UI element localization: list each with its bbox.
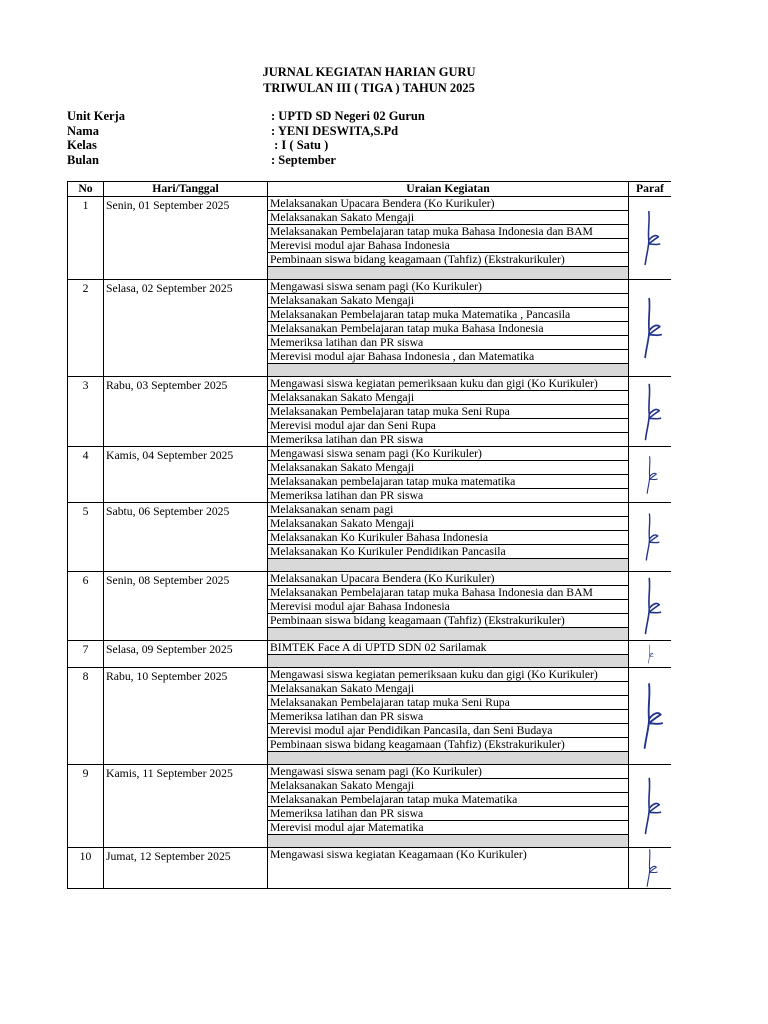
entry-date: Rabu, 10 September 2025 [104,668,268,765]
activity-description: Melaksanakan Pembelajaran tatap muka Bahasa Indonesia dan BAM [268,586,629,600]
activity-description: Melaksanakan Sakato Mengaji [268,294,629,308]
activity-description: Memeriksa latihan dan PR siswa [268,433,629,447]
activity-description: Merevisi modul ajar Bahasa Indonesia , dan Matematika [268,350,629,364]
info-value: : I ( Satu ) [271,138,329,152]
entry-number: 6 [68,572,104,641]
table-row [68,848,672,889]
info-value: : UPTD SD Negeri 02 Gurun [271,109,425,123]
signature-cell [629,280,672,377]
table-header-row [68,182,672,197]
activity-description: Pembinaan siswa bidang keagamaan (Tahfiz) (Ekstrakurikuler) [268,253,629,267]
activity-description: Merevisi modul ajar Bahasa Indonesia [268,239,629,253]
table-row [68,765,672,779]
activity-description: Merevisi modul ajar Matematika [268,821,629,835]
info-label: Kelas [67,138,97,152]
entry-date: Senin, 01 September 2025 [104,197,268,280]
signature-mark [638,382,663,442]
spacer-cell [268,835,629,848]
entry-number: 5 [68,503,104,572]
signature-mark [637,296,664,360]
activity-description: Melaksanakan Upacara Bendera (Ko Kurikuler) [268,197,629,211]
spacer-cell [268,655,629,668]
activity-description: Melaksanakan Sakato Mengaji [268,391,629,405]
activity-description: Melaksanakan Sakato Mengaji [268,461,629,475]
activity-description: BIMTEK Face A di UPTD SDN 02 Sarilamak [268,641,629,655]
signature-cell [629,503,672,572]
activity-description: Melaksanakan Ko Kurikuler Pendidikan Pancasila [268,545,629,559]
column-header-uraian-kegiatan: Uraian Kegiatan [268,182,629,197]
column-header-paraf: Paraf [629,182,672,197]
spacer-cell [268,364,629,377]
activity-description: Merevisi modul ajar Bahasa Indonesia [268,600,629,614]
info-label: Unit Kerja [67,109,125,123]
activity-description: Melaksanakan Pembelajaran tatap muka Seni Rupa [268,405,629,419]
entry-number: 10 [68,848,104,889]
activity-description: Melaksanakan Sakato Mengaji [268,211,629,225]
activity-description: Mengawasi siswa kegiatan pemeriksaan kuku dan gigi (Ko Kurikuler) [268,377,629,391]
entry-number: 2 [68,280,104,377]
entry-date: Selasa, 09 September 2025 [104,641,268,668]
signature-cell [629,447,672,503]
entry-date: Kamis, 11 September 2025 [104,765,268,848]
entry-number: 1 [68,197,104,280]
table-row [68,280,672,294]
signature-mark [645,644,655,664]
signature-cell [629,377,672,447]
signature-cell [629,641,672,668]
signature-cell [629,197,672,280]
entry-date: Sabtu, 06 September 2025 [104,503,268,572]
activity-description: Melaksanakan Pembelajaran tatap muka Matematika , Pancasila [268,308,629,322]
table-row [68,447,672,461]
activity-description: Pembinaan siswa bidang keagamaan (Tahfiz) (Ekstrakurikuler) [268,738,629,752]
document-title: JURNAL KEGIATAN HARIAN GURU [262,65,476,79]
signature-mark [642,455,659,495]
journal-table [67,181,671,889]
table-row [68,641,672,655]
activity-description: Merevisi modul ajar dan Seni Rupa [268,419,629,433]
activity-description: Melaksanakan Pembelajaran tatap muka Bahasa Indonesia [268,322,629,336]
signature-mark [636,681,665,751]
info-value: : YENI DESWITA,S.Pd [271,124,399,138]
spacer-cell [268,752,629,765]
signature-mark [638,576,663,636]
signature-cell [629,668,672,765]
column-header-hari-tanggal: Hari/Tanggal [104,182,268,197]
entry-date: Selasa, 02 September 2025 [104,280,268,377]
activity-description: Pembinaan siswa bidang keagamaan (Tahfiz) (Ekstrakurikuler) [268,614,629,628]
entry-date: Kamis, 04 September 2025 [104,447,268,503]
entry-date: Senin, 08 September 2025 [104,572,268,641]
activity-description: Memeriksa latihan dan PR siswa [268,807,629,821]
entry-number: 3 [68,377,104,447]
signature-cell [629,572,672,641]
activity-description: Melaksanakan Upacara Bendera (Ko Kurikuler) [268,572,629,586]
signature-cell [629,848,672,889]
table-row [68,668,672,682]
spacer-cell [268,628,629,641]
entry-number: 4 [68,447,104,503]
activity-description: Melaksanakan senam pagi [268,503,629,517]
activity-description: Mengawasi siswa kegiatan Keagamaan (Ko Kurikuler) [268,848,629,889]
signature-mark [640,512,661,562]
activity-description: Mengawasi siswa senam pagi (Ko Kurikuler) [268,447,629,461]
spacer-cell [268,559,629,572]
activity-description: Memeriksa latihan dan PR siswa [268,710,629,724]
activity-description: Melaksanakan Sakato Mengaji [268,779,629,793]
activity-description: Melaksanakan Pembelajaran tatap muka Bahasa Indonesia dan BAM [268,225,629,239]
activity-description: Mengawasi siswa senam pagi (Ko Kurikuler) [268,280,629,294]
signature-cell [629,765,672,848]
table-row [68,503,672,517]
activity-description: Melaksanakan Pembelajaran tatap muka Seni Rupa [268,696,629,710]
activity-description: Melaksanakan pembelajaran tatap muka matematika [268,475,629,489]
table-row [68,572,672,586]
spacer-cell [268,267,629,280]
signature-mark [638,776,663,836]
activity-description: Merevisi modul ajar Pendidikan Pancasila, dan Seni Budaya [268,724,629,738]
activity-description: Melaksanakan Sakato Mengaji [268,682,629,696]
entry-date: Jumat, 12 September 2025 [104,848,268,889]
activity-description: Mengawasi siswa senam pagi (Ko Kurikuler) [268,765,629,779]
column-header-no: No [68,182,104,197]
table-row [68,377,672,391]
info-value: : September [271,153,336,167]
activity-description: Melaksanakan Pembelajaran tatap muka Matematika [268,793,629,807]
activity-description: Melaksanakan Sakato Mengaji [268,517,629,531]
activity-description: Melaksanakan Ko Kurikuler Bahasa Indonesia [268,531,629,545]
journal-body [68,197,672,889]
entry-number: 8 [68,668,104,765]
info-label: Nama [67,124,99,138]
entry-number: 7 [68,641,104,668]
activity-description: Memeriksa latihan dan PR siswa [268,489,629,503]
signature-mark [642,848,659,888]
activity-description: Memeriksa latihan dan PR siswa [268,336,629,350]
entry-number: 9 [68,765,104,848]
activity-description: Mengawasi siswa kegiatan pemeriksaan kuku dan gigi (Ko Kurikuler) [268,668,629,682]
info-label: Bulan [67,153,99,167]
document-subtitle: TRIWULAN III ( TIGA ) TAHUN 2025 [263,81,475,95]
signature-mark [638,209,662,267]
entry-date: Rabu, 03 September 2025 [104,377,268,447]
table-row [68,197,672,211]
journal-table-wrapper [67,181,671,954]
